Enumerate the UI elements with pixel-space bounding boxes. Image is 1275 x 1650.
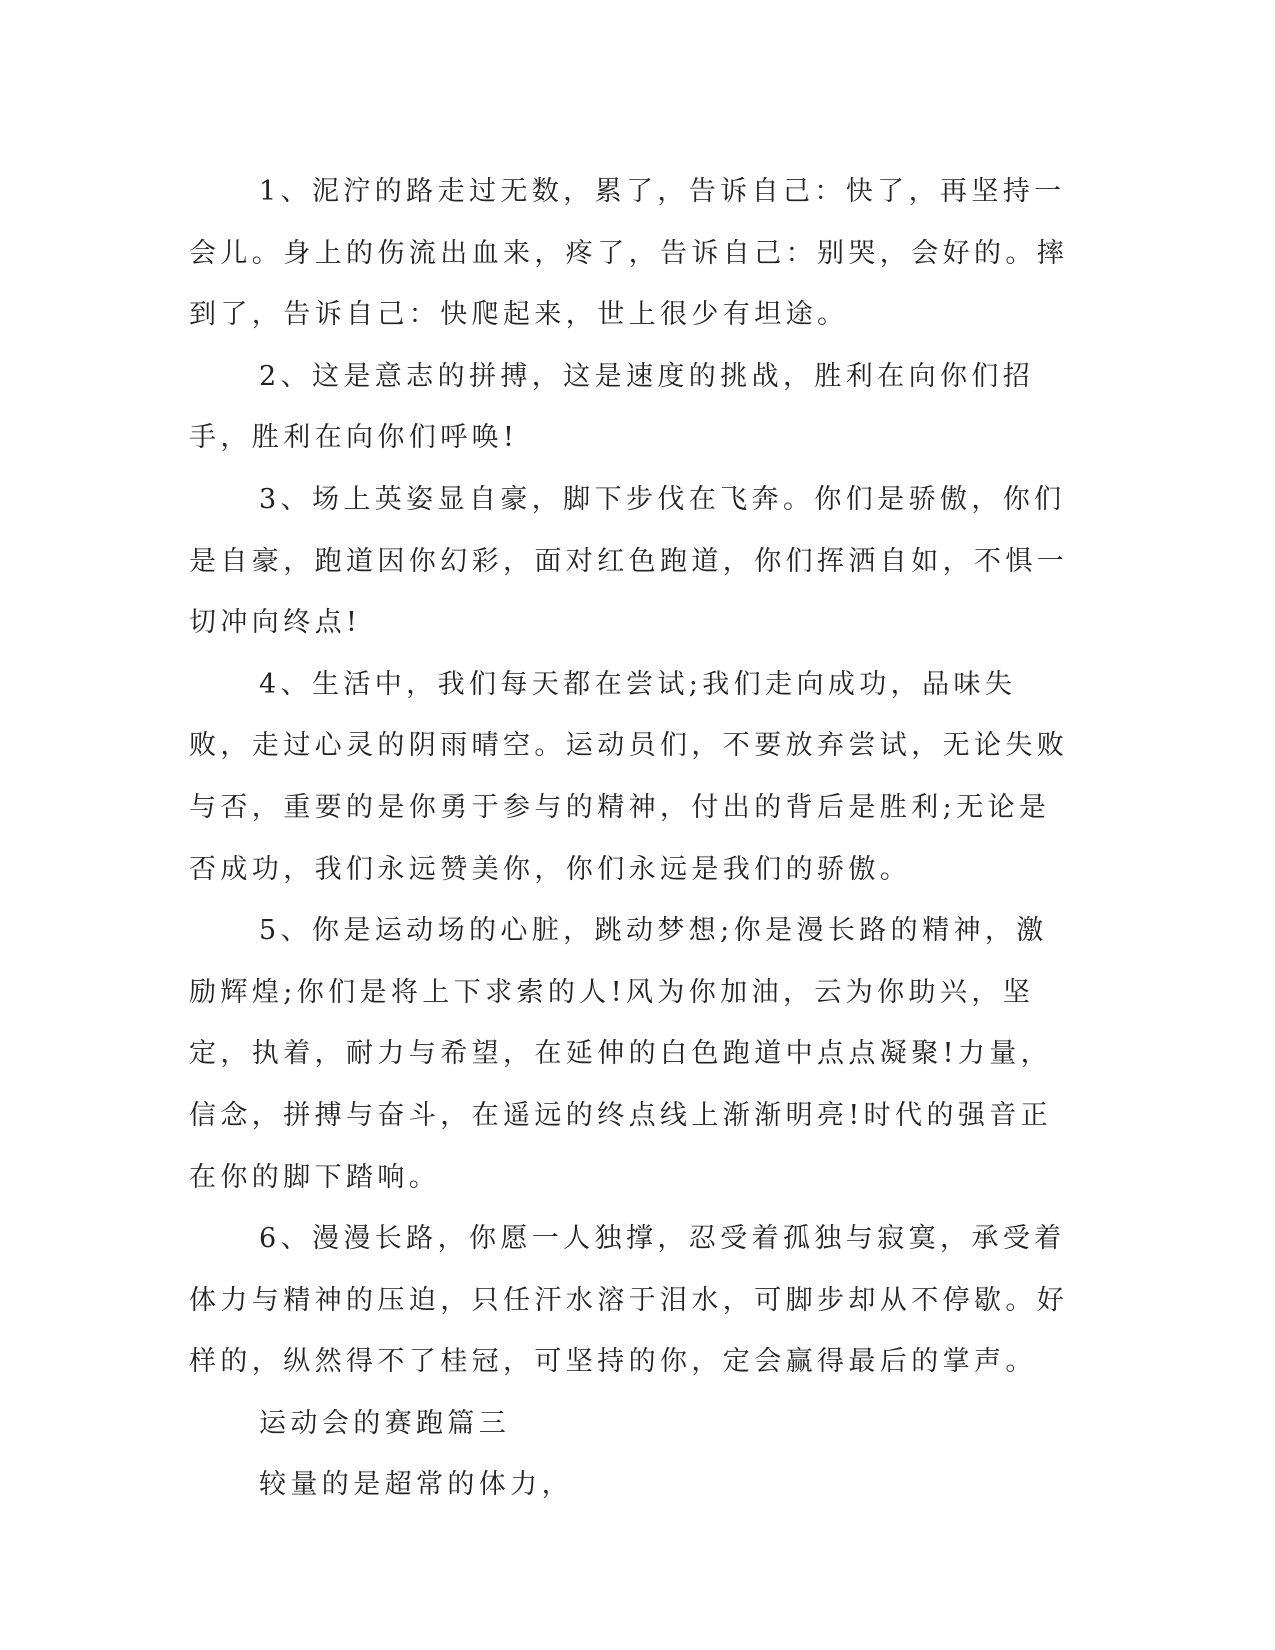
paragraph-5: 5、你是运动场的心脏，跳动梦想;你是漫长路的精神，激励辉煌;你们是将上下求索的人!风为你加油，云为你助兴，坚定，执着，耐力与希望，在延伸的白色跑道中点点凝聚!力量，信念，拼搏与奋斗，在遥远的终点线上渐渐明亮!时代的强音正在你的脚下踏响。 xyxy=(189,915,1053,1193)
paragraph-3: 3、场上英姿显自豪，脚下步伐在飞奔。你们是骄傲，你们是自豪，跑道因你幻彩，面对红色跑道，你们挥洒自如，不惧一切冲向终点! xyxy=(189,483,1069,639)
paragraph-4: 4、生活中，我们每天都在尝试;我们走向成功，品味失败，走过心灵的阴雨晴空。运动员们，不要放弃尝试，无论失败与否，重要的是你勇于参与的精神，付出的背后是胜利;无论是否成功，我们永远赞美你，你们永远是我们的骄傲。 xyxy=(189,668,1069,885)
document-body xyxy=(189,161,1069,1516)
paragraph-1: 1、泥泞的路走过无数，累了，告诉自己：快了，再坚持一会儿。身上的伤流出血来，疼了，告诉自己：别哭，会好的。摔到了，告诉自己：快爬起来，世上很少有坦途。 xyxy=(189,176,1069,331)
section-heading: 运动会的赛跑篇三 xyxy=(259,1407,511,1439)
paragraph-7: 较量的是超常的体力， xyxy=(259,1469,573,1501)
paragraph-2: 2、这是意志的拼搏，这是速度的挑战，胜利在向你们招手，胜利在向你们呼唤! xyxy=(189,360,1035,454)
paragraph-6: 6、漫漫长路，你愿一人独撑，忍受着孤独与寂寞，承受着体力与精神的压迫，只任汗水溶于泪水，可脚步却从不停歇。好样的，纵然得不了桂冠，可坚持的你，定会赢得最后的掌声。 xyxy=(189,1223,1069,1378)
